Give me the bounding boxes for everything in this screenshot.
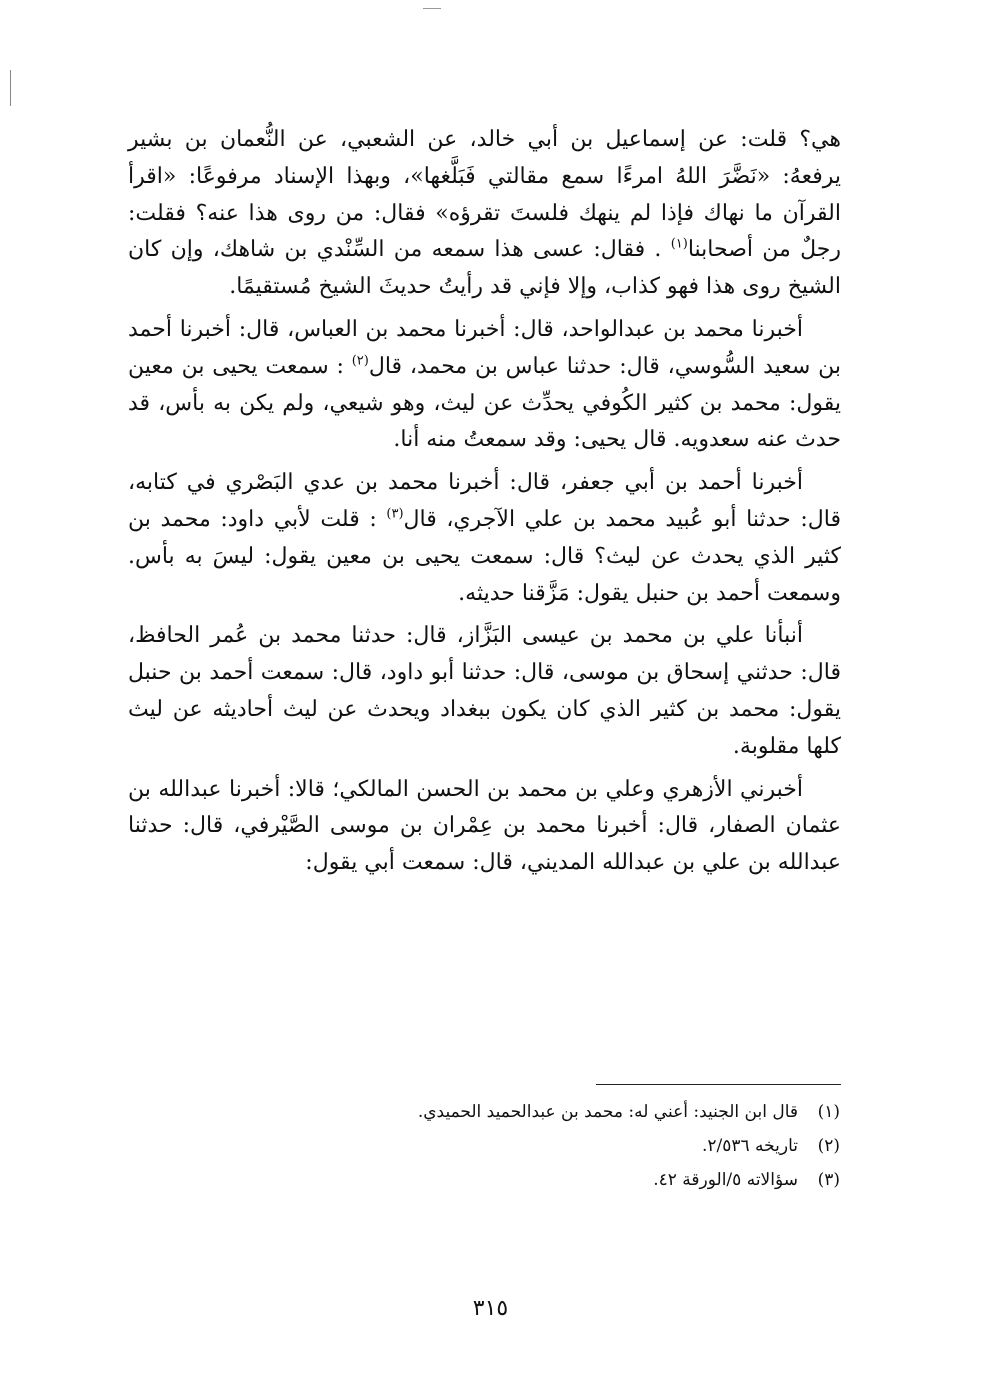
footnote-divider <box>596 1084 841 1085</box>
paragraph-3 <box>128 465 841 612</box>
paragraph-2-text: أخبرنا محمد بن عبدالواحد، قال: أخبرنا محمد بن العباس، قال: أخبرنا أحمد بن سعيد السُّوسي، قال: حدثنا عباس بن محمد، قال <box>128 316 841 379</box>
footnote-1-number: (١) <box>817 1102 840 1122</box>
footnote-2-text: تاريخه ٢/٥٣٦. <box>701 1136 798 1156</box>
paragraph-1 <box>128 122 841 306</box>
footnote-3-text: سؤالاته ٥/الورقة ٤٢. <box>653 1170 798 1190</box>
footnote-ref-1[interactable]: (١) <box>670 237 688 253</box>
page-body <box>128 122 841 882</box>
paragraph-2 <box>128 312 841 459</box>
paragraph-3-text-cont: : قلت لأبي داود: محمد بن كثير الذي يحدث عن ليث؟ قال: سمعت يحيى بن معين يقول: ليسَ به بأس. وسمعت أحمد بن حنبل يقول: مَزَّقنا حديثه. <box>128 506 841 606</box>
paragraph-1-text-cont: . فقال: عسى هذا سمعه من السِّنْدي بن شاهك، وإن كان الشيخ روى هذا فهو كذاب، وإلا فإني قد رأيتُ حديثَ الشيخ مُستقيمًا. <box>128 237 841 300</box>
paragraph-2-text-cont: : سمعت يحيى بن معين يقول: محمد بن كثير الكُوفي يحدِّث عن ليث، وهو شيعي، ولم يكن به بأس، قد حدث عنه سعدويه. قال يحيى: وقد سمعتُ منه أنا. <box>128 353 841 453</box>
footnote-3 <box>300 1163 840 1197</box>
footnote-2-number: (٢) <box>817 1136 840 1156</box>
paragraph-5 <box>128 772 841 882</box>
top-scan-mark <box>423 8 441 9</box>
page-number: ٣١٥ <box>472 1296 509 1321</box>
footnote-ref-2[interactable]: (٢) <box>351 353 369 369</box>
footnote-1 <box>300 1095 840 1129</box>
paragraph-4-text: أنبأنا علي بن محمد بن عيسى البَزَّاز، قال: حدثنا محمد بن عُمر الحافظ، قال: حدثني إسحاق بن موسى، قال: حدثنا أبو داود، قال: سمعت أحمد بن حنبل يقول: محمد بن كثير الذي كان يكون ببغداد ويحدث عن ليث أحاديثه عن ليث كلها مقلوبة. <box>128 623 841 759</box>
footnotes <box>300 1095 840 1197</box>
footnote-ref-3[interactable]: (٣) <box>386 506 404 522</box>
left-scan-mark <box>10 70 11 106</box>
footnote-2 <box>300 1129 840 1163</box>
footnote-1-text: قال ابن الجنيد: أعني له: محمد بن عبدالحميد الحميدي. <box>417 1102 798 1122</box>
paragraph-1-text: هي؟ قلت: عن إسماعيل بن أبي خالد، عن الشعبي، عن النُّعمان بن بشير يرفعهُ: «نَضَّرَ اللهُ امرءًا سمع مقالتي فَبَلَّغها»، وبهذا الإسناد مرفوعًا: «اقرأ القرآن ما نهاك فإذا لم ينهك فلستَ تقرؤه» فقال: من روى هذا عنه؟ فقلت: رجلٌ من أصحابنا <box>128 127 841 263</box>
paragraph-4 <box>128 618 841 765</box>
footnote-3-number: (٣) <box>817 1170 840 1190</box>
paragraph-5-text: أخبرني الأزهري وعلي بن محمد بن الحسن المالكي؛ قالا: أخبرنا عبدالله بن عثمان الصفار، قال: أخبرنا محمد بن عِمْران بن موسى الصَّيْرفي، قال: حدثنا عبدالله بن علي بن عبدالله المديني، قال: سمعت أبي يقول: <box>128 776 841 876</box>
paragraph-3-text: أخبرنا أحمد بن أبي جعفر، قال: أخبرنا محمد بن عدي البَصْري في كتابه، قال: حدثنا أبو عُبيد محمد بن علي الآجري، قال <box>128 470 841 532</box>
